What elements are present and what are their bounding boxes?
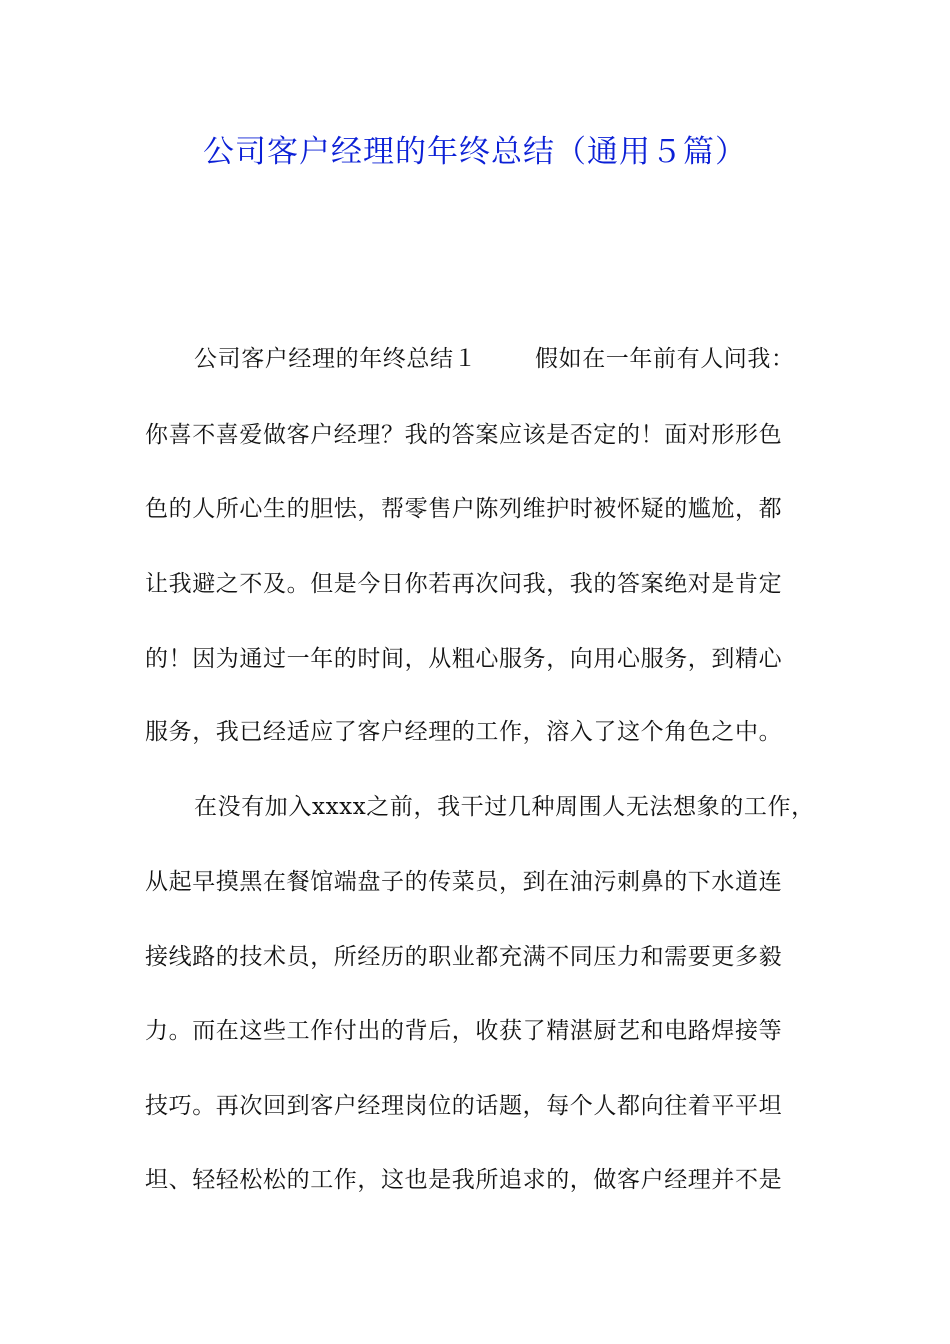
document-title: 公司客户经理的年终总结（通用５篇） bbox=[203, 134, 747, 170]
paragraph-line: 假如在一年前有人问我： bbox=[535, 346, 795, 372]
paragraph-line: 色的人所心生的胆怯，帮零售户陈列维护时被怀疑的尴尬，都 bbox=[145, 496, 783, 522]
paragraph-line: 接线路的技术员，所经历的职业都充满不同压力和需要更多毅 bbox=[145, 944, 783, 970]
paragraph-line: 从起早摸黑在餐馆端盘子的传菜员，到在油污刺鼻的下水道连 bbox=[145, 869, 783, 895]
paragraph-line: 你喜不喜爱做客户经理？我的答案应该是否定的！面对形形色 bbox=[145, 422, 783, 448]
paragraph-line: 在没有加入xxxx之前，我干过几种周围人无法想象的工作， bbox=[194, 794, 815, 820]
section-heading: 公司客户经理的年终总结１ bbox=[194, 346, 478, 372]
paragraph-line: 坦、轻轻松松的工作，这也是我所追求的，做客户经理并不是 bbox=[145, 1167, 783, 1193]
paragraph-line: 技巧。再次回到客户经理岗位的话题，每个人都向往着平平坦 bbox=[145, 1093, 783, 1119]
paragraph-line: 的！因为通过一年的时间，从粗心服务，向用心服务，到精心 bbox=[145, 646, 783, 672]
paragraph-line: 让我避之不及。但是今日你若再次问我，我的答案绝对是肯定 bbox=[145, 571, 783, 597]
paragraph-line: 服务，我已经适应了客户经理的工作，溶入了这个角色之中。 bbox=[145, 719, 783, 745]
paragraph-line: 力。而在这些工作付出的背后，收获了精湛厨艺和电路焊接等 bbox=[145, 1018, 783, 1044]
